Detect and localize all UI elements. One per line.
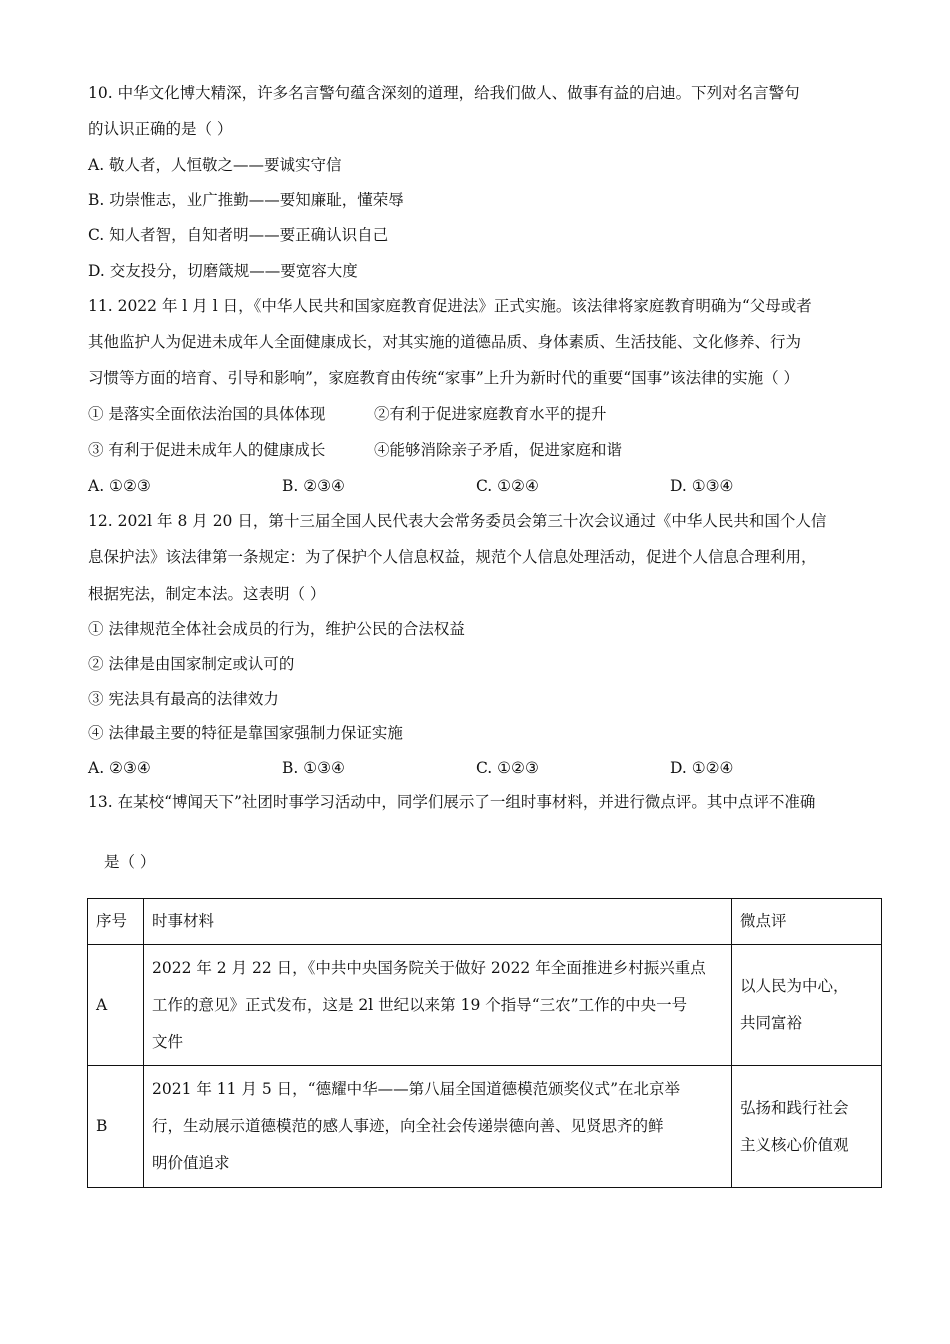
header-comment: 微点评 — [732, 899, 882, 945]
row-b-comment-line2: 主义核心价值观 — [740, 1135, 849, 1154]
q12-statement-4: ④ 法律最主要的特征是靠国家强制力保证实施 — [88, 724, 403, 742]
q12-choice-d: D. ①②④ — [670, 759, 734, 777]
q12-statement-2: ② 法律是由国家制定或认可的 — [88, 655, 295, 673]
header-material: 时事材料 — [144, 899, 732, 945]
q11-choice-a: A. ①②③ — [88, 477, 151, 495]
q10-stem-line2: 的认识正确的是（ ） — [88, 120, 233, 138]
row-a-material-line1: 2022 年 2 月 22 日，《中共中央国务院关于做好 2022 年全面推进乡村振兴重点 — [152, 958, 706, 977]
q11-statement-2: ②有利于促进家庭教育水平的提升 — [374, 405, 607, 423]
q10-option-b: B. 功崇惟志，业广推勤——要知廉耻，懂荣辱 — [88, 191, 404, 209]
q12-choice-c: C. ①②③ — [476, 759, 539, 777]
table-row — [88, 945, 882, 1066]
row-b-comment — [732, 1066, 882, 1188]
row-a-material-line2: 工作的意见》正式发布，这是 2l 世纪以来第 19 个指导“三农”工作的中央一号 — [152, 995, 688, 1014]
row-b-material — [144, 1066, 732, 1188]
row-a-id: A — [88, 945, 144, 1066]
q11-stem-line3: 习惯等方面的培育、引导和影响”，家庭教育由传统“家事”上升为新时代的重要“国事”该法律的实施（ ） — [88, 369, 800, 387]
q10-option-a: A. 敬人者，人恒敬之——要诚实守信 — [88, 156, 342, 174]
row-a-comment-line1: 以人民为中心， — [740, 977, 849, 995]
news-commentary-table — [87, 898, 882, 1188]
q12-stem-line2: 息保护法》该法律第一条规定：为了保护个人信息权益，规范个人信息处理活动，促进个人信息合理利用， — [88, 548, 817, 566]
q11-choice-b: B. ②③④ — [282, 477, 345, 495]
row-b-id: B — [88, 1066, 144, 1188]
row-b-comment-line1: 弘扬和践行社会 — [740, 1098, 849, 1117]
q11-statement-4: ④能够消除亲子矛盾，促进家庭和谐 — [374, 441, 623, 459]
q10-option-c: C. 知人者智，自知者明——要正确认识自己 — [88, 226, 389, 244]
table-header-row — [88, 899, 882, 945]
q12-statement-3: ③ 宪法具有最高的法律效力 — [88, 690, 279, 708]
q13-stem-line1: 13. 在某校“博闻天下”社团时事学习活动中，同学们展示了一组时事材料，并进行微点评。其中点评不准确 — [88, 793, 816, 811]
q10-option-d: D. 交友投分，切磨箴规——要宽容大度 — [88, 262, 358, 280]
q11-choice-d: D. ①③④ — [670, 477, 734, 495]
row-b-material-line3: 明价值追求 — [152, 1154, 230, 1172]
q12-choice-b: B. ①③④ — [282, 759, 345, 777]
table-row — [88, 1066, 882, 1188]
row-a-comment-line2: 共同富裕 — [740, 1014, 803, 1032]
q12-stem-line1: 12. 202l 年 8 月 20 日，第十三届全国人民代表大会常务委员会第三十次会议通过《中华人民共和国个人信 — [88, 512, 827, 530]
q11-statement-1: ① 是落实全面依法治国的具体体现 — [88, 405, 326, 423]
row-a-comment — [732, 945, 882, 1066]
q12-choice-a: A. ②③④ — [88, 759, 151, 777]
row-a-material-line3: 文件 — [152, 1032, 184, 1051]
q10-stem-line1: 10. 中华文化博大精深，许多名言警句蕴含深刻的道理，给我们做人、做事有益的启迪。下列对名言警句 — [88, 84, 800, 102]
q12-statement-1: ① 法律规范全体社会成员的行为，维护公民的合法权益 — [88, 620, 465, 638]
q12-stem-line3: 根据宪法，制定本法。这表明（ ） — [88, 585, 326, 603]
header-index: 序号 — [88, 899, 144, 945]
row-b-material-line2: 行，生动展示道德模范的感人事迹，向全社会传递崇德向善、见贤思齐的鲜 — [152, 1117, 664, 1135]
q13-stem-line2: 是（ ） — [104, 853, 156, 871]
q11-choice-c: C. ①②④ — [476, 477, 539, 495]
q11-stem-line1: 11. 2022 年 l 月 l 日，《中华人民共和国家庭教育促进法》正式实施。该法律将家庭教育明确为“父母或者 — [88, 297, 812, 315]
q11-stem-line2: 其他监护人为促进未成年人全面健康成长，对其实施的道德品质、身体素质、生活技能、文化修养、行为 — [88, 333, 802, 351]
row-a-material — [144, 945, 732, 1066]
row-b-material-line1: 2021 年 11 月 5 日，“德耀中华——第八届全国道德模范颁奖仪式”在北京举 — [152, 1080, 681, 1098]
q11-statement-3: ③ 有利于促进未成年人的健康成长 — [88, 441, 326, 459]
